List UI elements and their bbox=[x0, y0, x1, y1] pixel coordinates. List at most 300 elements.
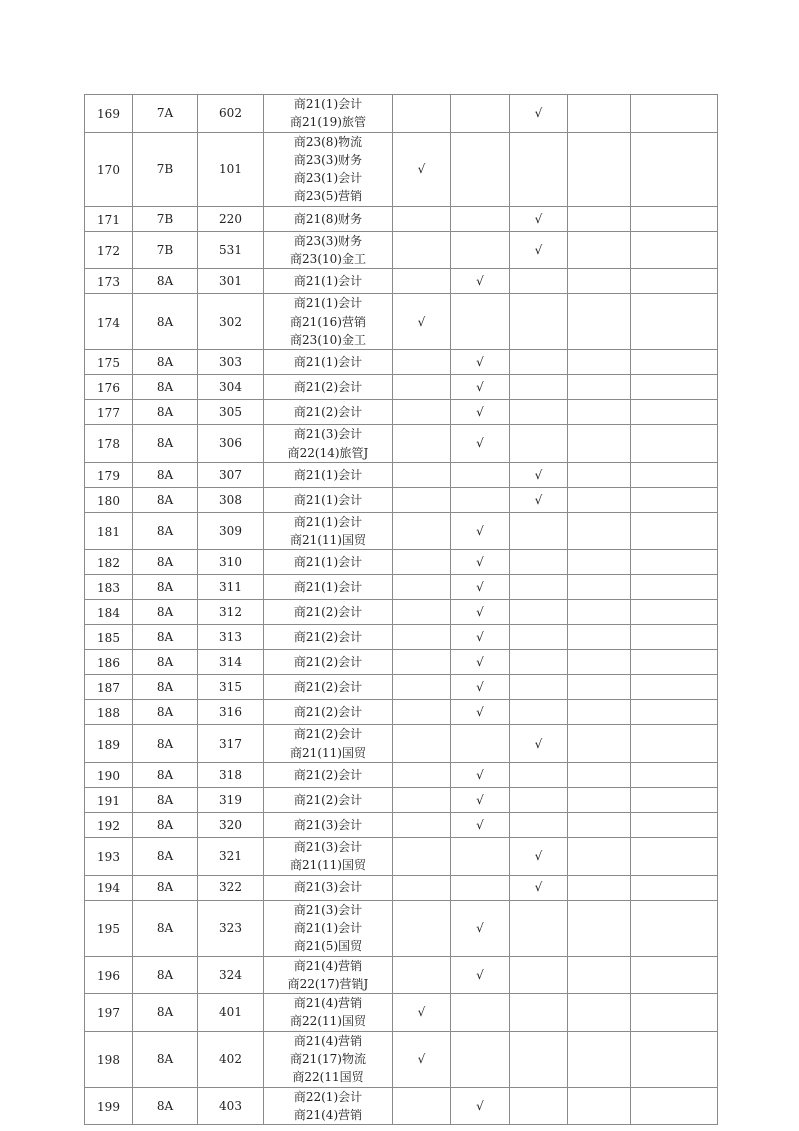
status-cell-5 bbox=[631, 550, 718, 575]
building-cell: 8A bbox=[133, 675, 198, 700]
class-name: 商21(2)会计 bbox=[293, 605, 363, 620]
check-mark-icon: √ bbox=[476, 405, 484, 420]
table-row bbox=[85, 400, 718, 425]
row-number: 170 bbox=[85, 132, 133, 206]
class-name: 商21(3)会计 bbox=[293, 902, 363, 917]
status-cell-4 bbox=[568, 900, 631, 956]
class-name: 商22(14)旅管J bbox=[287, 445, 369, 460]
check-mark-icon: √ bbox=[476, 705, 484, 720]
status-cell-3 bbox=[510, 600, 568, 625]
status-cell-5 bbox=[631, 95, 718, 133]
check-mark-icon: √ bbox=[534, 106, 543, 121]
class-list-cell bbox=[264, 1087, 393, 1125]
status-cell-5 bbox=[631, 838, 718, 876]
status-cell-4 bbox=[568, 350, 631, 375]
status-cell-4 bbox=[568, 813, 631, 838]
table-row bbox=[85, 375, 718, 400]
status-cell-4 bbox=[568, 725, 631, 763]
table-row bbox=[85, 900, 718, 956]
row-number: 188 bbox=[85, 700, 133, 725]
status-cell-4 bbox=[568, 269, 631, 294]
building-cell: 8A bbox=[133, 462, 198, 487]
status-cell-4 bbox=[568, 956, 631, 994]
status-cell-3 bbox=[510, 763, 568, 788]
status-cell-1 bbox=[393, 650, 451, 675]
status-cell-4 bbox=[568, 788, 631, 813]
row-number: 196 bbox=[85, 956, 133, 994]
table-row bbox=[85, 350, 718, 375]
building-cell: 8A bbox=[133, 875, 198, 900]
room-cell: 305 bbox=[198, 400, 264, 425]
class-list-cell bbox=[264, 95, 393, 133]
room-cell: 324 bbox=[198, 956, 264, 994]
room-cell: 531 bbox=[198, 231, 264, 269]
check-mark-icon: √ bbox=[476, 355, 484, 370]
class-name: 商23(8)物流 bbox=[293, 134, 363, 149]
building-cell: 8A bbox=[133, 763, 198, 788]
status-cell-4 bbox=[568, 294, 631, 350]
room-cell: 320 bbox=[198, 813, 264, 838]
class-name: 商21(4)营销 bbox=[293, 996, 363, 1011]
room-cell: 308 bbox=[198, 487, 264, 512]
status-cell-2 bbox=[451, 1031, 510, 1087]
building-cell: 8A bbox=[133, 788, 198, 813]
status-cell-3 bbox=[510, 294, 568, 350]
class-name: 商23(1)会计 bbox=[293, 171, 363, 186]
status-cell-5 bbox=[631, 725, 718, 763]
status-cell-5 bbox=[631, 994, 718, 1032]
table-row bbox=[85, 875, 718, 900]
class-name: 商23(10)金工 bbox=[290, 332, 366, 347]
room-cell: 319 bbox=[198, 788, 264, 813]
class-name: 商21(3)会计 bbox=[293, 817, 363, 832]
class-name: 商21(11)国贸 bbox=[290, 745, 366, 760]
status-cell-5 bbox=[631, 294, 718, 350]
status-cell-4 bbox=[568, 132, 631, 206]
status-cell-2 bbox=[451, 813, 510, 838]
table-body bbox=[85, 95, 718, 1125]
status-cell-1 bbox=[393, 700, 451, 725]
class-list-cell bbox=[264, 600, 393, 625]
status-cell-4 bbox=[568, 1031, 631, 1087]
building-cell: 8A bbox=[133, 350, 198, 375]
class-list-cell bbox=[264, 206, 393, 231]
table-row bbox=[85, 206, 718, 231]
status-cell-3 bbox=[510, 900, 568, 956]
status-cell-1 bbox=[393, 875, 451, 900]
status-cell-1 bbox=[393, 675, 451, 700]
building-cell: 8A bbox=[133, 512, 198, 550]
table-row bbox=[85, 725, 718, 763]
building-cell: 8A bbox=[133, 650, 198, 675]
room-cell: 316 bbox=[198, 700, 264, 725]
table-row bbox=[85, 650, 718, 675]
row-number: 185 bbox=[85, 625, 133, 650]
class-list-cell bbox=[264, 132, 393, 206]
room-cell: 401 bbox=[198, 994, 264, 1032]
row-number: 176 bbox=[85, 375, 133, 400]
table-row bbox=[85, 1031, 718, 1087]
status-cell-1 bbox=[393, 550, 451, 575]
status-cell-1 bbox=[393, 813, 451, 838]
status-cell-5 bbox=[631, 1031, 718, 1087]
status-cell-1 bbox=[393, 375, 451, 400]
room-cell: 313 bbox=[198, 625, 264, 650]
room-cell: 317 bbox=[198, 725, 264, 763]
row-number: 198 bbox=[85, 1031, 133, 1087]
check-mark-icon: √ bbox=[476, 680, 484, 695]
status-cell-3 bbox=[510, 487, 568, 512]
row-number: 180 bbox=[85, 487, 133, 512]
status-cell-5 bbox=[631, 132, 718, 206]
status-cell-1 bbox=[393, 1031, 451, 1087]
status-cell-4 bbox=[568, 400, 631, 425]
table-row bbox=[85, 425, 718, 463]
table-row bbox=[85, 294, 718, 350]
building-cell: 8A bbox=[133, 550, 198, 575]
row-number: 195 bbox=[85, 900, 133, 956]
status-cell-4 bbox=[568, 700, 631, 725]
class-name: 商21(2)会计 bbox=[293, 792, 363, 807]
row-number: 175 bbox=[85, 350, 133, 375]
check-mark-icon: √ bbox=[534, 880, 543, 895]
check-mark-icon: √ bbox=[476, 792, 484, 807]
status-cell-3 bbox=[510, 462, 568, 487]
class-name: 商21(1)会计 bbox=[293, 274, 363, 289]
room-cell: 315 bbox=[198, 675, 264, 700]
table-row bbox=[85, 700, 718, 725]
class-list-cell bbox=[264, 956, 393, 994]
status-cell-1 bbox=[393, 763, 451, 788]
building-cell: 8A bbox=[133, 487, 198, 512]
status-cell-3 bbox=[510, 231, 568, 269]
status-cell-3 bbox=[510, 425, 568, 463]
status-cell-2 bbox=[451, 231, 510, 269]
row-number: 174 bbox=[85, 294, 133, 350]
building-cell: 8A bbox=[133, 294, 198, 350]
check-mark-icon: √ bbox=[476, 767, 484, 782]
status-cell-2 bbox=[451, 425, 510, 463]
check-mark-icon: √ bbox=[534, 242, 543, 257]
status-cell-5 bbox=[631, 462, 718, 487]
building-cell: 8A bbox=[133, 1031, 198, 1087]
class-name: 商21(1)会计 bbox=[293, 492, 363, 507]
room-cell: 311 bbox=[198, 575, 264, 600]
class-list-cell bbox=[264, 900, 393, 956]
status-cell-5 bbox=[631, 425, 718, 463]
status-cell-2 bbox=[451, 763, 510, 788]
table-row bbox=[85, 625, 718, 650]
check-mark-icon: √ bbox=[476, 555, 484, 570]
status-cell-5 bbox=[631, 512, 718, 550]
class-name: 商21(3)会计 bbox=[293, 427, 363, 442]
status-cell-3 bbox=[510, 400, 568, 425]
status-cell-2 bbox=[451, 95, 510, 133]
table-row bbox=[85, 231, 718, 269]
status-cell-3 bbox=[510, 788, 568, 813]
status-cell-2 bbox=[451, 900, 510, 956]
status-cell-5 bbox=[631, 813, 718, 838]
status-cell-2 bbox=[451, 550, 510, 575]
row-number: 190 bbox=[85, 763, 133, 788]
class-name: 商21(2)会计 bbox=[293, 705, 363, 720]
row-number: 169 bbox=[85, 95, 133, 133]
status-cell-2 bbox=[451, 269, 510, 294]
status-cell-1 bbox=[393, 600, 451, 625]
status-cell-3 bbox=[510, 575, 568, 600]
class-list-cell bbox=[264, 425, 393, 463]
table-row bbox=[85, 600, 718, 625]
check-mark-icon: √ bbox=[476, 630, 484, 645]
check-mark-icon: √ bbox=[476, 967, 484, 982]
class-name: 商21(2)会计 bbox=[293, 727, 363, 742]
status-cell-1 bbox=[393, 350, 451, 375]
room-cell: 602 bbox=[198, 95, 264, 133]
check-mark-icon: √ bbox=[476, 436, 484, 451]
status-cell-3 bbox=[510, 675, 568, 700]
status-cell-1 bbox=[393, 1087, 451, 1125]
status-cell-1 bbox=[393, 425, 451, 463]
class-list-cell bbox=[264, 763, 393, 788]
status-cell-3 bbox=[510, 132, 568, 206]
class-name: 商23(3)财务 bbox=[293, 233, 363, 248]
table-row bbox=[85, 838, 718, 876]
table-row bbox=[85, 269, 718, 294]
building-cell: 7B bbox=[133, 132, 198, 206]
status-cell-5 bbox=[631, 575, 718, 600]
class-name: 商21(2)会计 bbox=[293, 380, 363, 395]
status-cell-4 bbox=[568, 550, 631, 575]
status-cell-1 bbox=[393, 294, 451, 350]
building-cell: 7B bbox=[133, 231, 198, 269]
building-cell: 8A bbox=[133, 269, 198, 294]
table-row bbox=[85, 512, 718, 550]
table-row bbox=[85, 788, 718, 813]
class-name: 商21(1)会计 bbox=[293, 97, 363, 111]
status-cell-1 bbox=[393, 838, 451, 876]
status-cell-1 bbox=[393, 487, 451, 512]
table-row bbox=[85, 575, 718, 600]
table-row bbox=[85, 132, 718, 206]
status-cell-5 bbox=[631, 875, 718, 900]
table-row bbox=[85, 550, 718, 575]
status-cell-4 bbox=[568, 1087, 631, 1125]
status-cell-1 bbox=[393, 132, 451, 206]
room-cell: 403 bbox=[198, 1087, 264, 1125]
status-cell-1 bbox=[393, 625, 451, 650]
check-mark-icon: √ bbox=[417, 162, 426, 177]
status-cell-5 bbox=[631, 900, 718, 956]
status-cell-3 bbox=[510, 725, 568, 763]
check-mark-icon: √ bbox=[534, 736, 543, 751]
class-name: 商21(1)会计 bbox=[293, 467, 363, 482]
status-cell-3 bbox=[510, 512, 568, 550]
class-name: 商21(2)会计 bbox=[293, 405, 363, 420]
class-name: 商21(2)会计 bbox=[293, 630, 363, 645]
status-cell-5 bbox=[631, 1087, 718, 1125]
status-cell-2 bbox=[451, 1087, 510, 1125]
class-list-cell bbox=[264, 575, 393, 600]
status-cell-2 bbox=[451, 838, 510, 876]
status-cell-5 bbox=[631, 788, 718, 813]
class-list-cell bbox=[264, 550, 393, 575]
building-cell: 7B bbox=[133, 206, 198, 231]
status-cell-4 bbox=[568, 462, 631, 487]
class-list-cell bbox=[264, 269, 393, 294]
room-cell: 310 bbox=[198, 550, 264, 575]
class-name: 商21(5)国贸 bbox=[293, 939, 363, 954]
check-mark-icon: √ bbox=[476, 817, 484, 832]
status-cell-4 bbox=[568, 994, 631, 1032]
status-cell-2 bbox=[451, 875, 510, 900]
room-cell: 309 bbox=[198, 512, 264, 550]
status-cell-2 bbox=[451, 725, 510, 763]
check-mark-icon: √ bbox=[534, 492, 543, 507]
status-cell-1 bbox=[393, 269, 451, 294]
class-name: 商22(1)会计 bbox=[293, 1089, 363, 1104]
building-cell: 8A bbox=[133, 700, 198, 725]
row-number: 172 bbox=[85, 231, 133, 269]
row-number: 182 bbox=[85, 550, 133, 575]
status-cell-2 bbox=[451, 650, 510, 675]
status-cell-2 bbox=[451, 700, 510, 725]
status-cell-4 bbox=[568, 425, 631, 463]
table-row bbox=[85, 763, 718, 788]
check-mark-icon: √ bbox=[534, 467, 543, 482]
class-name: 商22(17)营销J bbox=[287, 976, 369, 991]
building-cell: 8A bbox=[133, 400, 198, 425]
class-name: 商21(2)会计 bbox=[293, 655, 363, 670]
building-cell: 8A bbox=[133, 375, 198, 400]
status-cell-3 bbox=[510, 375, 568, 400]
row-number: 191 bbox=[85, 788, 133, 813]
room-cell: 402 bbox=[198, 1031, 264, 1087]
building-cell: 8A bbox=[133, 575, 198, 600]
status-cell-5 bbox=[631, 625, 718, 650]
class-name: 商21(1)会计 bbox=[293, 514, 363, 529]
row-number: 183 bbox=[85, 575, 133, 600]
class-list-cell bbox=[264, 838, 393, 876]
room-cell: 314 bbox=[198, 650, 264, 675]
class-list-cell bbox=[264, 650, 393, 675]
class-list-cell bbox=[264, 375, 393, 400]
status-cell-4 bbox=[568, 600, 631, 625]
status-cell-4 bbox=[568, 763, 631, 788]
status-cell-2 bbox=[451, 788, 510, 813]
room-cell: 306 bbox=[198, 425, 264, 463]
check-mark-icon: √ bbox=[534, 211, 543, 226]
class-name: 商21(8)财务 bbox=[293, 211, 363, 226]
status-cell-3 bbox=[510, 1031, 568, 1087]
status-cell-2 bbox=[451, 625, 510, 650]
check-mark-icon: √ bbox=[476, 380, 484, 395]
class-name: 商22(11国贸 bbox=[292, 1070, 364, 1085]
class-name: 商21(1)会计 bbox=[293, 296, 363, 311]
class-list-cell bbox=[264, 400, 393, 425]
classroom-table bbox=[84, 94, 718, 1125]
room-cell: 312 bbox=[198, 600, 264, 625]
status-cell-5 bbox=[631, 600, 718, 625]
check-mark-icon: √ bbox=[476, 605, 484, 620]
row-number: 177 bbox=[85, 400, 133, 425]
class-name: 商21(1)会计 bbox=[293, 580, 363, 595]
status-cell-5 bbox=[631, 206, 718, 231]
class-list-cell bbox=[264, 700, 393, 725]
table-row bbox=[85, 95, 718, 133]
status-cell-5 bbox=[631, 487, 718, 512]
table-row bbox=[85, 813, 718, 838]
room-cell: 307 bbox=[198, 462, 264, 487]
status-cell-4 bbox=[568, 875, 631, 900]
status-cell-2 bbox=[451, 487, 510, 512]
status-cell-5 bbox=[631, 350, 718, 375]
status-cell-2 bbox=[451, 462, 510, 487]
status-cell-4 bbox=[568, 512, 631, 550]
status-cell-3 bbox=[510, 994, 568, 1032]
status-cell-5 bbox=[631, 400, 718, 425]
room-cell: 302 bbox=[198, 294, 264, 350]
status-cell-3 bbox=[510, 550, 568, 575]
class-name: 商21(2)会计 bbox=[293, 680, 363, 695]
status-cell-5 bbox=[631, 650, 718, 675]
status-cell-5 bbox=[631, 700, 718, 725]
check-mark-icon: √ bbox=[534, 849, 543, 864]
class-list-cell bbox=[264, 231, 393, 269]
row-number: 173 bbox=[85, 269, 133, 294]
room-cell: 322 bbox=[198, 875, 264, 900]
class-list-cell bbox=[264, 725, 393, 763]
class-name: 商21(3)会计 bbox=[293, 880, 363, 895]
row-number: 179 bbox=[85, 462, 133, 487]
row-number: 184 bbox=[85, 600, 133, 625]
row-number: 181 bbox=[85, 512, 133, 550]
table-row bbox=[85, 994, 718, 1032]
status-cell-1 bbox=[393, 95, 451, 133]
class-list-cell bbox=[264, 788, 393, 813]
check-mark-icon: √ bbox=[417, 314, 426, 329]
status-cell-2 bbox=[451, 400, 510, 425]
room-cell: 323 bbox=[198, 900, 264, 956]
status-cell-4 bbox=[568, 650, 631, 675]
check-mark-icon: √ bbox=[476, 655, 484, 670]
class-name: 商21(4)营销 bbox=[293, 1033, 363, 1048]
class-name: 商21(16)营销 bbox=[290, 314, 366, 329]
class-name: 商21(1)会计 bbox=[293, 920, 363, 935]
status-cell-1 bbox=[393, 956, 451, 994]
class-name: 商21(19)旅管 bbox=[290, 115, 366, 130]
status-cell-3 bbox=[510, 838, 568, 876]
status-cell-1 bbox=[393, 788, 451, 813]
status-cell-5 bbox=[631, 956, 718, 994]
check-mark-icon: √ bbox=[476, 580, 484, 595]
status-cell-3 bbox=[510, 813, 568, 838]
status-cell-1 bbox=[393, 231, 451, 269]
table-row bbox=[85, 462, 718, 487]
class-list-cell bbox=[264, 675, 393, 700]
building-cell: 8A bbox=[133, 900, 198, 956]
building-cell: 8A bbox=[133, 994, 198, 1032]
class-name: 商21(11)国贸 bbox=[290, 858, 366, 873]
status-cell-4 bbox=[568, 487, 631, 512]
room-cell: 301 bbox=[198, 269, 264, 294]
check-mark-icon: √ bbox=[476, 524, 484, 538]
table-row bbox=[85, 956, 718, 994]
row-number: 199 bbox=[85, 1087, 133, 1125]
status-cell-2 bbox=[451, 294, 510, 350]
room-cell: 303 bbox=[198, 350, 264, 375]
class-list-cell bbox=[264, 875, 393, 900]
status-cell-3 bbox=[510, 875, 568, 900]
